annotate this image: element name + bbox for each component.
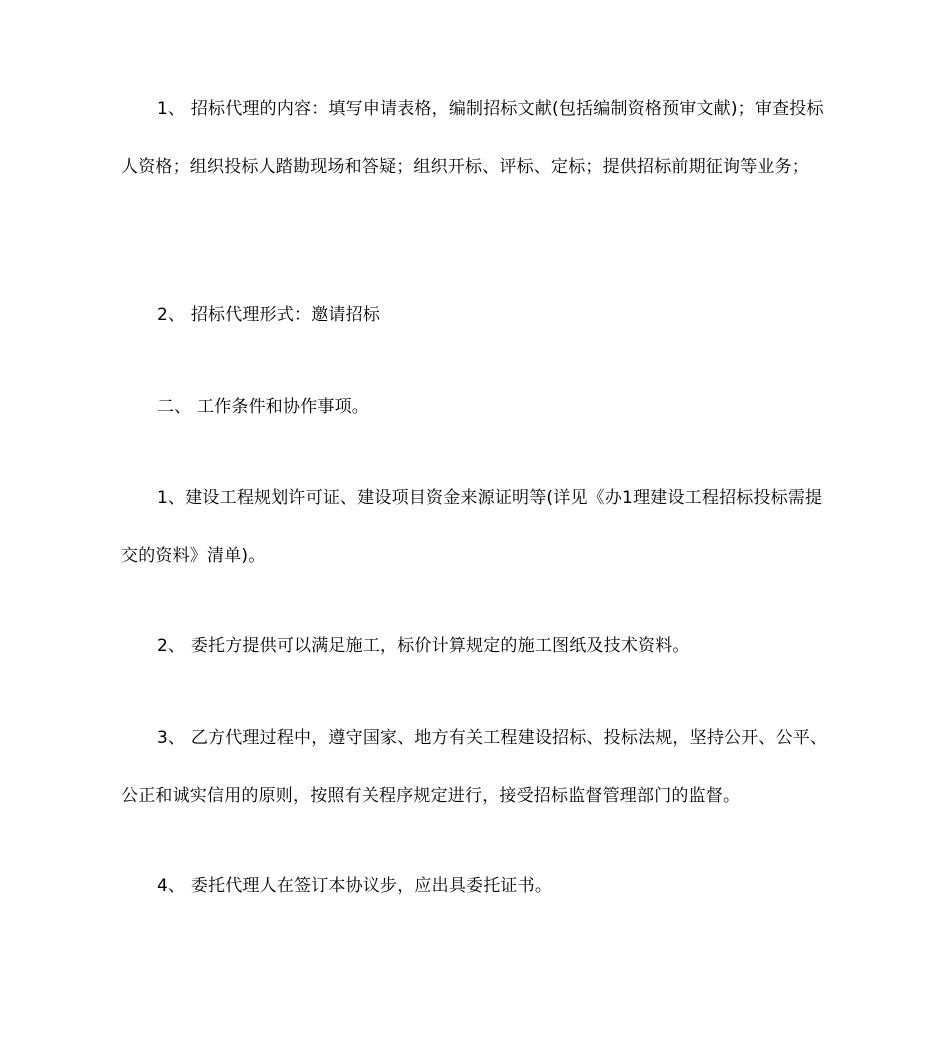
paragraph-compliance: 3、 乙方代理过程中，遵守国家、地方有关工程建设招标、投标法规，坚持公开、公平、公正和诚实信用的原则，按照有关程序规定进行，接受招标监督管理部门的监督。 [121, 728, 828, 806]
paragraph-permits: 1、建设工程规划许可证、建设项目资金来源证明等(详见《办1理建设工程招标投标需提交的资料》清单)。 [121, 488, 823, 566]
paragraph-agency-content: 1、 招标代理的内容：填写申请表格，编制招标文献(包括编制资格预审文献)；审查投标人资格；组织投标人踏勘现场和答疑；组织开标、评标、定标；提供招标前期征询等业务； [121, 99, 824, 177]
paragraph-authorization: 4、 委托代理人在签订本协议步，应出具委托证书。 [157, 876, 553, 896]
section-heading-work-conditions: 二、 工作条件和协作事项。 [157, 397, 370, 417]
paragraph-agency-form: 2、 招标代理形式：邀请招标 [157, 305, 381, 325]
paragraph-drawings: 2、 委托方提供可以满足施工，标价计算规定的施工图纸及技术资料。 [157, 636, 690, 656]
